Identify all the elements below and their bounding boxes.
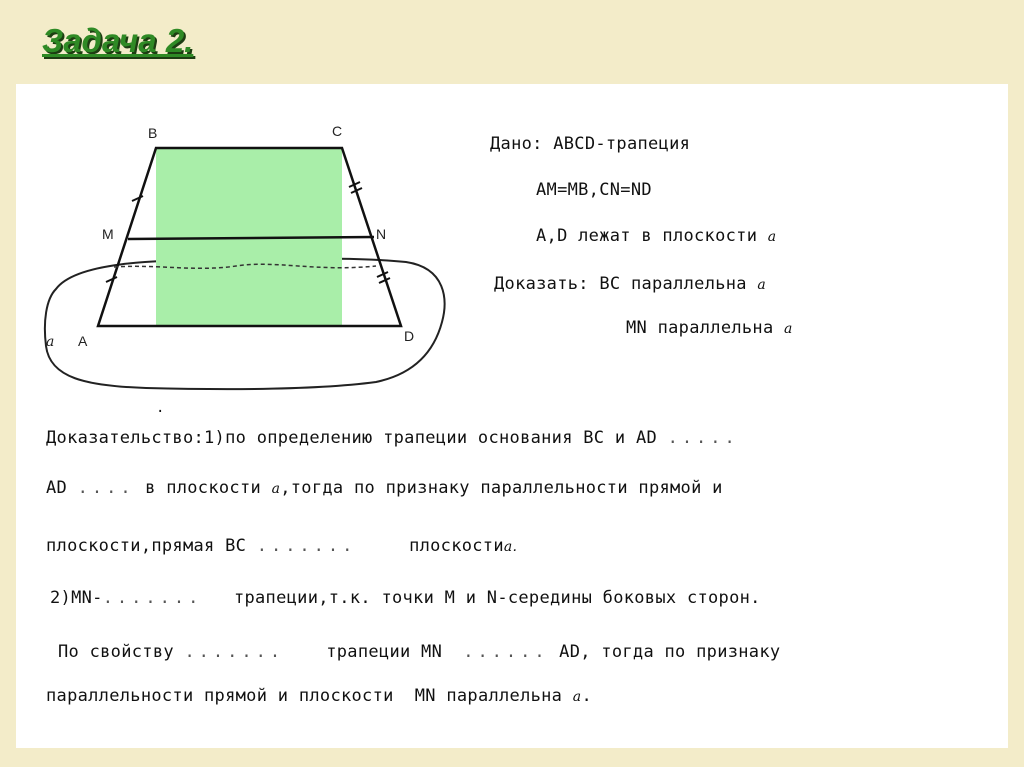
vertex-n-label: N (376, 226, 387, 242)
vertex-m-label: M (102, 226, 114, 242)
vertex-a-label: A (78, 333, 88, 349)
vertex-d-label: D (404, 328, 415, 344)
prove-line-2: MN параллельна a (626, 318, 793, 338)
problem-sheet (16, 84, 1008, 748)
proof-line-3: плоскости,прямая BC ....... плоскостиa. (46, 536, 518, 556)
trapezoid-figure (16, 84, 466, 404)
given-line-3: A,D лежат в плоскости a (536, 226, 777, 246)
proof-line-5: По свойству ....... трапеции MN ...... AD, тогда по признаку (58, 642, 781, 662)
plane-alpha-label: a (46, 334, 55, 350)
given-line-1: Дано: ABCD-трапеция (490, 134, 691, 154)
proof-line-2: AD .... в плоскости a,тогда по признаку параллельности прямой и (46, 478, 723, 498)
proof-line-4: 2)MN-....... трапеции,т.к. точки M и N-середины боковых сторон. (50, 588, 761, 608)
proof-line-6: параллельности прямой и плоскости MN параллельна a. (46, 686, 592, 706)
vertex-c-label: C (332, 123, 343, 139)
proof-line-1: Доказательство:1)по определению трапеции основания BC и AD ..... (46, 428, 739, 448)
dot-marker: . (156, 400, 165, 416)
tick-mb (132, 196, 143, 201)
page-title: Задача 2. (42, 22, 194, 59)
given-line-2: AM=MB,CN=ND (536, 180, 652, 200)
prove-line-1: Доказать: BC параллельна a (494, 274, 767, 294)
vertex-b-label: B (148, 125, 158, 141)
